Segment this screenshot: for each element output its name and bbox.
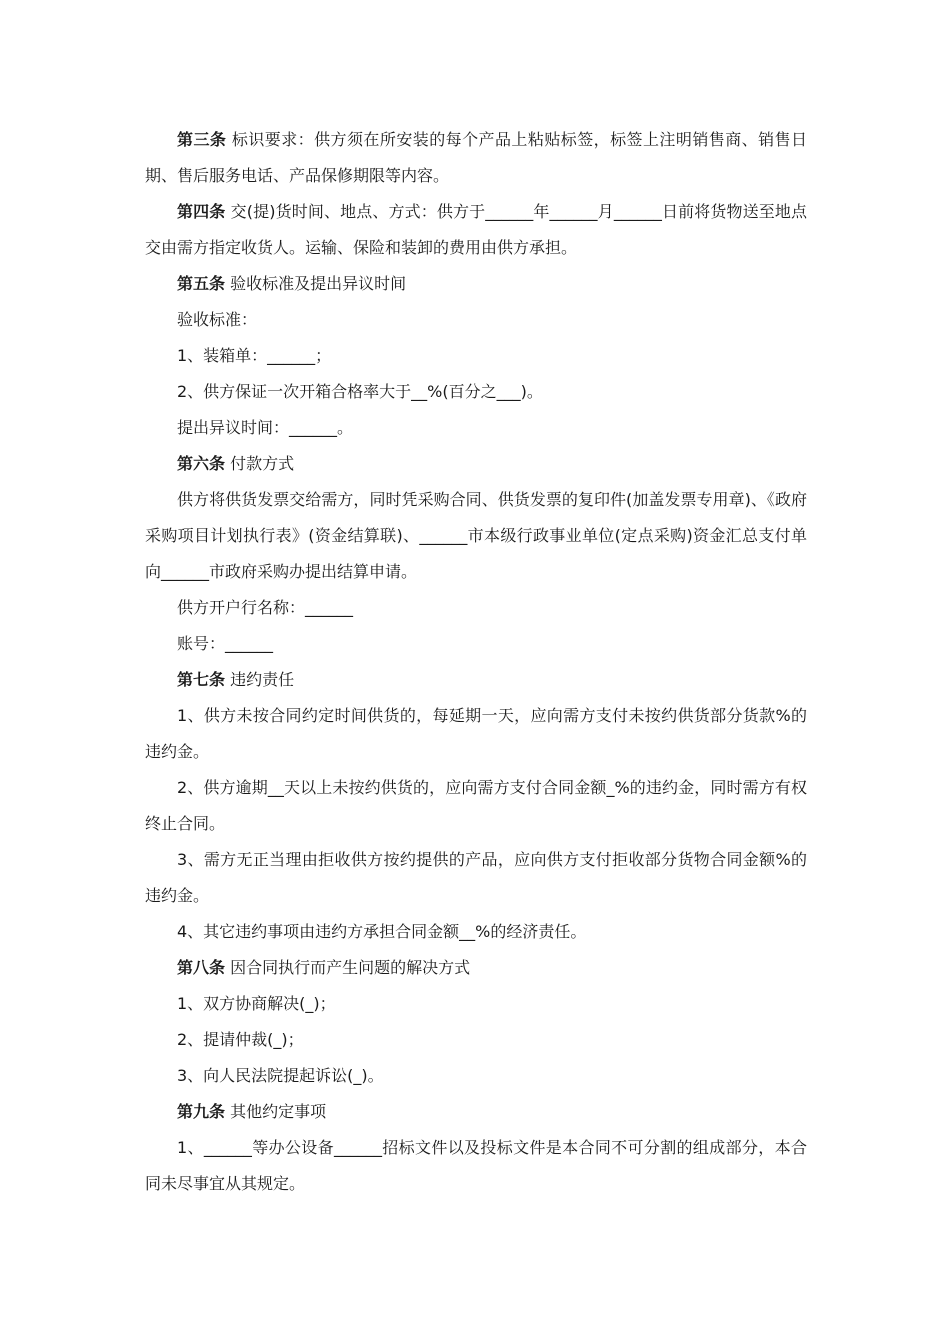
clause-6 bbox=[145, 446, 807, 482]
paragraph-text: 3、向人民法院提起诉讼(_)。 bbox=[177, 1066, 384, 1085]
clause-heading: 第五条 bbox=[177, 274, 226, 293]
clause-heading: 第四条 bbox=[177, 202, 226, 221]
clause-text: 交(提)货时间、地点、方式：供方于______年______月______日前将货物送至地点交由需方指定收货人。运输、保险和装卸的费用由供方承担。 bbox=[145, 202, 807, 257]
paragraph bbox=[145, 590, 807, 626]
paragraph-text: 提出异议时间：______。 bbox=[177, 418, 354, 437]
clause-heading: 第七条 bbox=[177, 670, 226, 689]
paragraph-text: 验收标准： bbox=[177, 310, 258, 329]
paragraph-text: 供方开户行名称：______ bbox=[177, 598, 354, 617]
paragraph bbox=[145, 914, 807, 950]
paragraph bbox=[145, 1022, 807, 1058]
clause-text: 其他约定事项 bbox=[225, 1102, 327, 1121]
paragraph-text: 1、装箱单：______； bbox=[177, 346, 332, 365]
paragraph bbox=[145, 374, 807, 410]
clause-7 bbox=[145, 662, 807, 698]
clause-9 bbox=[145, 1094, 807, 1130]
clause-text: 验收标准及提出异议时间 bbox=[225, 274, 407, 293]
paragraph bbox=[145, 626, 807, 662]
clause-text: 标识要求：供方须在所安装的每个产品上粘贴标签，标签上注明销售商、销售日期、售后服务电话、产品保修期限等内容。 bbox=[145, 130, 807, 185]
clause-heading: 第六条 bbox=[177, 454, 226, 473]
paragraph-text: 2、提请仲裁(_)； bbox=[177, 1030, 304, 1049]
paragraph-text: 账号：______ bbox=[177, 634, 274, 653]
paragraph bbox=[145, 482, 807, 590]
paragraph bbox=[145, 698, 807, 770]
paragraph-text: 3、需方无正当理由拒收供方按约提供的产品，应向供方支付拒收部分货物合同金额%的违约金。 bbox=[145, 850, 807, 905]
clause-3 bbox=[145, 122, 807, 194]
document-page bbox=[145, 122, 807, 1202]
clause-heading: 第九条 bbox=[177, 1102, 226, 1121]
paragraph-text: 2、供方逾期__天以上未按约供货的，应向需方支付合同金额_%的违约金，同时需方有权终止合同。 bbox=[145, 778, 807, 833]
paragraph bbox=[145, 410, 807, 446]
paragraph-text: 1、供方未按合同约定时间供货的，每延期一天，应向需方支付未按约供货部分货款%的违约金。 bbox=[145, 706, 807, 761]
paragraph-text: 1、双方协商解决(_)； bbox=[177, 994, 336, 1013]
paragraph-text: 供方将供货发票交给需方，同时凭采购合同、供货发票的复印件(加盖发票专用章)、《政府采购项目计划执行表》(资金结算联)、______市本级行政事业单位(定点采购)资金汇总支付单向______市政府采购办提出结算申请。 bbox=[145, 490, 807, 581]
paragraph bbox=[145, 1058, 807, 1094]
clause-heading: 第三条 bbox=[177, 130, 227, 149]
clause-text: 付款方式 bbox=[225, 454, 295, 473]
paragraph bbox=[145, 770, 807, 842]
clause-text: 违约责任 bbox=[225, 670, 295, 689]
clause-text: 因合同执行而产生问题的解决方式 bbox=[225, 958, 471, 977]
paragraph bbox=[145, 986, 807, 1022]
paragraph bbox=[145, 1130, 807, 1202]
paragraph bbox=[145, 338, 807, 374]
clause-heading: 第八条 bbox=[177, 958, 226, 977]
clause-4 bbox=[145, 194, 807, 266]
paragraph bbox=[145, 302, 807, 338]
paragraph-text: 2、供方保证一次开箱合格率大于__%(百分之___)。 bbox=[177, 382, 543, 401]
clause-5 bbox=[145, 266, 807, 302]
clause-8 bbox=[145, 950, 807, 986]
paragraph bbox=[145, 842, 807, 914]
paragraph-text: 1、______等办公设备______招标文件以及投标文件是本合同不可分割的组成部分，本合同未尽事宜从其规定。 bbox=[145, 1138, 807, 1193]
paragraph-text: 4、其它违约事项由违约方承担合同金额__%的经济责任。 bbox=[177, 922, 587, 941]
